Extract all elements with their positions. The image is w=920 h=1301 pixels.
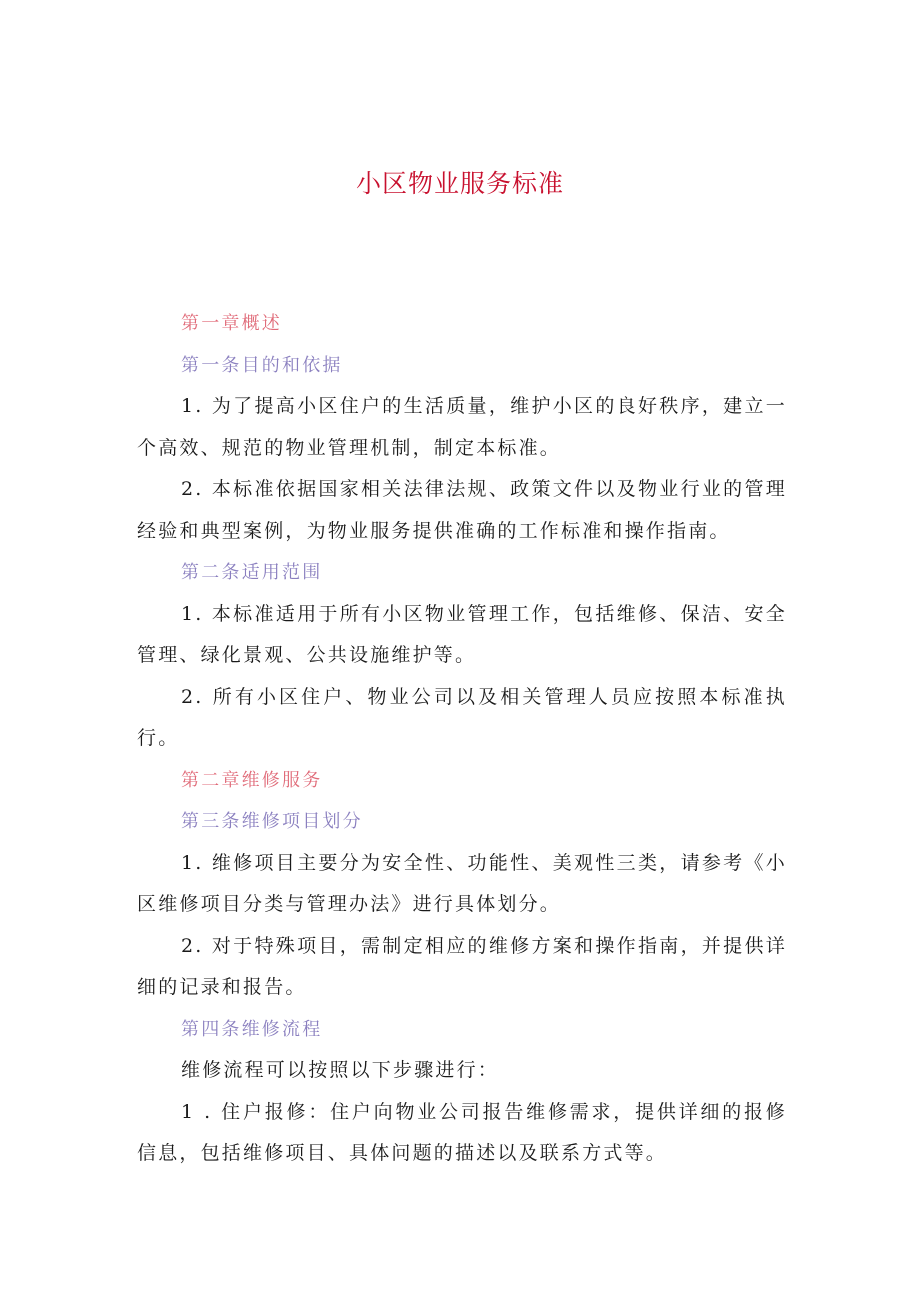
- paragraph: 维修流程可以按照以下步骤进行：: [181, 1059, 500, 1081]
- paragraph: 1 . 住户报修：住户向物业公司报告维修需求，提供详细的报修信息，包括维修项目、具体问题的描述以及联系方式等。: [137, 1100, 787, 1164]
- document-body: [137, 303, 787, 1175]
- paragraph: 1. 本标准适用于所有小区物业管理工作，包括维修、保洁、安全管理、绿化景观、公共设施维护等。: [137, 602, 787, 666]
- paragraph: 2. 对于特殊项目，需制定相应的维修方案和操作指南，并提供详细的记录和报告。: [137, 934, 787, 998]
- paragraph: 2. 所有小区住户、物业公司以及相关管理人员应按照本标准执行。: [137, 685, 787, 749]
- chapter-heading-1: 第一章概述: [181, 313, 282, 334]
- paragraph: 1. 为了提高小区住户的生活质量，维护小区的良好秩序，建立一个高效、规范的物业管理机制，制定本标准。: [137, 395, 787, 459]
- article-heading-1: 第一条目的和依据: [181, 354, 343, 376]
- paragraph: 2. 本标准依据国家相关法律法规、政策文件以及物业行业的管理经验和典型案例，为物业服务提供准确的工作标准和操作指南。: [137, 478, 787, 542]
- article-heading-2: 第二条适用范围: [181, 562, 323, 583]
- document-title: 小区物业服务标准: [355, 169, 564, 198]
- paragraph: 1. 维修项目主要分为安全性、功能性、美观性三类，请参考《小区维修项目分类与管理办法》进行具体划分。: [137, 851, 787, 915]
- chapter-heading-2: 第二章维修服务: [181, 769, 323, 791]
- article-heading-3: 第三条维修项目划分: [181, 811, 363, 832]
- article-heading-4: 第四条维修流程: [181, 1018, 323, 1040]
